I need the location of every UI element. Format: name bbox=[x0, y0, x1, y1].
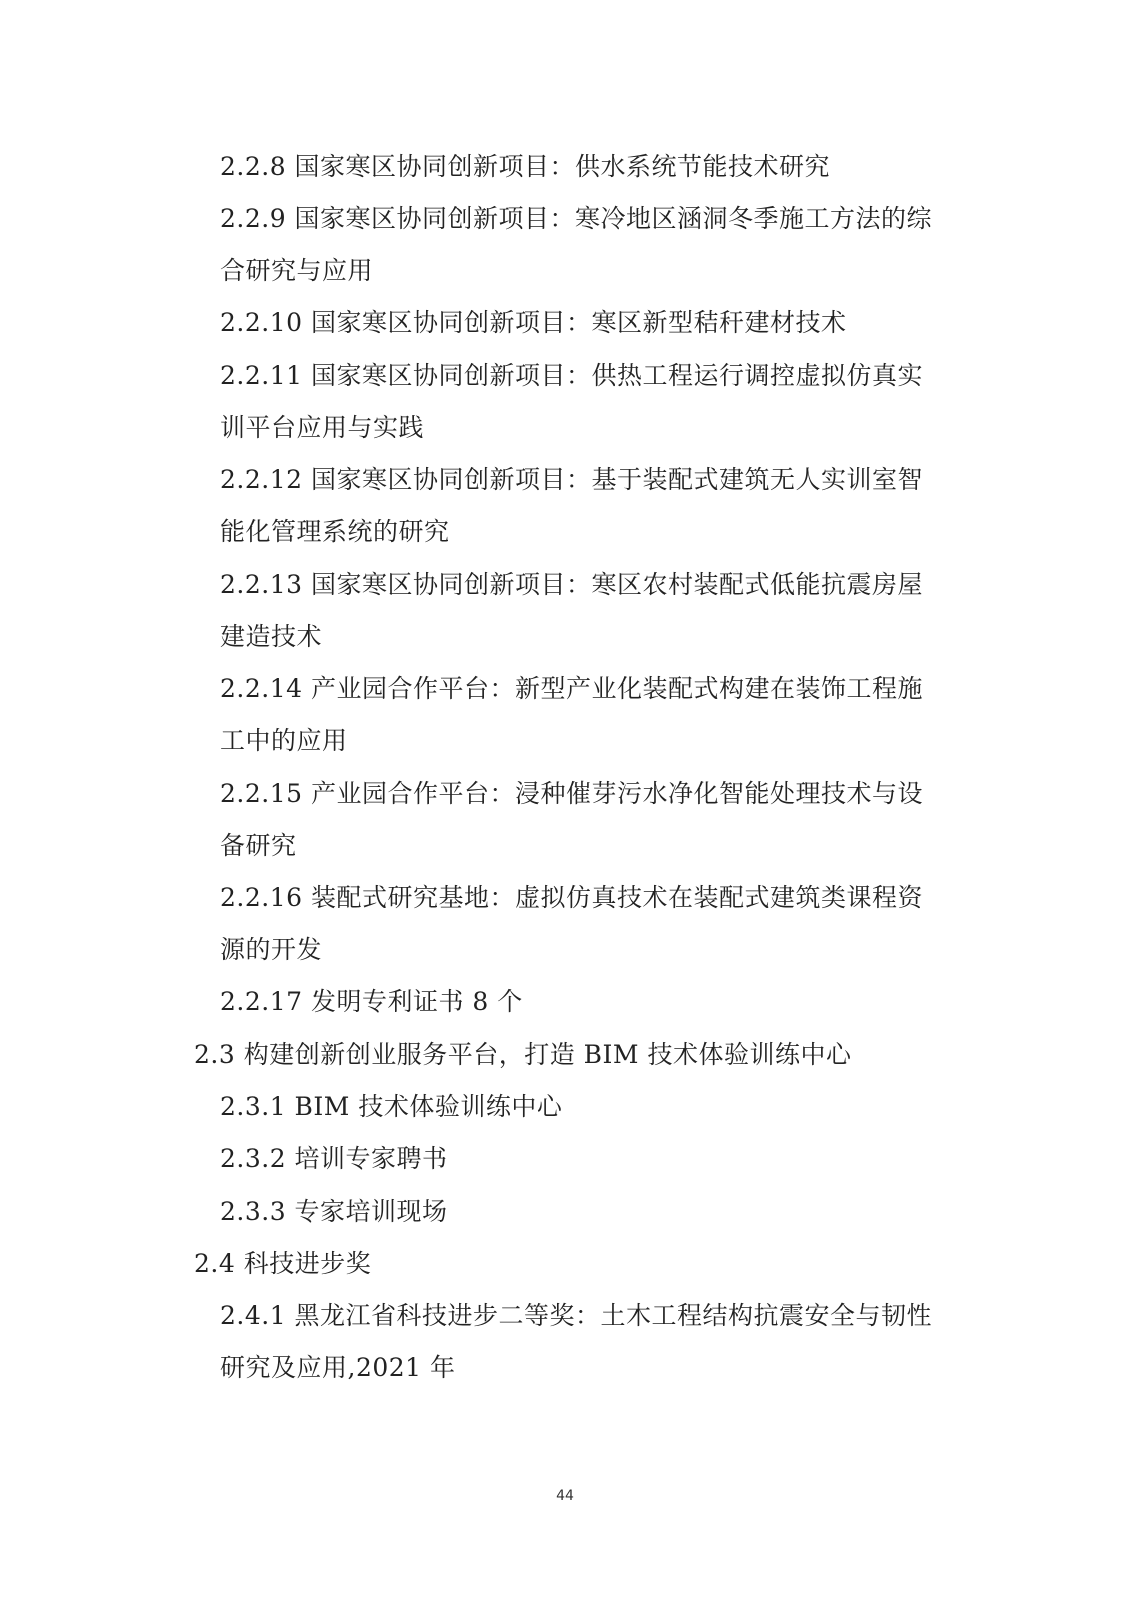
toc-section-2-4: 2.4 科技进步奖 bbox=[194, 1249, 372, 1278]
toc-entry-2-2-17: 2.2.17 发明专利证书 8 个 bbox=[220, 987, 523, 1016]
toc-entry-2-2-8: 2.2.8 国家寒区协同创新项目：供水系统节能技术研究 bbox=[220, 152, 831, 181]
toc-entry-2-2-14: 2.2.14 产业园合作平台：新型产业化装配式构建在装饰工程施 bbox=[220, 674, 923, 703]
toc-entry-2-2-11-continued: 训平台应用与实践 bbox=[220, 413, 425, 442]
toc-entry-2-2-11: 2.2.11 国家寒区协同创新项目：供热工程运行调控虚拟仿真实 bbox=[220, 361, 923, 390]
toc-section-2-3: 2.3 构建创新创业服务平台，打造 BIM 技术体验训练中心 bbox=[194, 1040, 852, 1069]
toc-entry-2-4-1-continued: 研究及应用,2021 年 bbox=[220, 1353, 456, 1382]
toc-entry-2-2-16: 2.2.16 装配式研究基地：虚拟仿真技术在装配式建筑类课程资 bbox=[220, 883, 923, 912]
toc-entry-2-2-10: 2.2.10 国家寒区协同创新项目：寒区新型秸秆建材技术 bbox=[220, 308, 847, 337]
toc-entry-2-2-13-continued: 建造技术 bbox=[220, 622, 323, 651]
toc-entry-2-3-1: 2.3.1 BIM 技术体验训练中心 bbox=[220, 1092, 563, 1121]
toc-entry-2-4-1: 2.4.1 黑龙江省科技进步二等奖：土木工程结构抗震安全与韧性 bbox=[220, 1301, 933, 1330]
toc-entry-2-2-13: 2.2.13 国家寒区协同创新项目：寒区农村装配式低能抗震房屋 bbox=[220, 570, 923, 599]
toc-entry-2-3-3: 2.3.3 专家培训现场 bbox=[220, 1197, 448, 1226]
toc-entry-2-2-9: 2.2.9 国家寒区协同创新项目：寒冷地区涵洞冬季施工方法的综 bbox=[220, 204, 933, 233]
toc-entry-2-2-15-continued: 备研究 bbox=[220, 831, 297, 860]
toc-entry-2-2-15: 2.2.15 产业园合作平台：浸种催芽污水净化智能处理技术与设 bbox=[220, 779, 923, 808]
toc-entry-2-2-12: 2.2.12 国家寒区协同创新项目：基于装配式建筑无人实训室智 bbox=[220, 465, 923, 494]
toc-entry-2-2-14-continued: 工中的应用 bbox=[220, 726, 348, 755]
toc-entry-2-2-16-continued: 源的开发 bbox=[220, 935, 323, 964]
toc-entry-2-3-2: 2.3.2 培训专家聘书 bbox=[220, 1144, 448, 1173]
toc-entry-2-2-12-continued: 能化管理系统的研究 bbox=[220, 517, 450, 546]
page-number: 44 bbox=[556, 1488, 574, 1504]
toc-entry-2-2-9-continued: 合研究与应用 bbox=[220, 256, 374, 285]
